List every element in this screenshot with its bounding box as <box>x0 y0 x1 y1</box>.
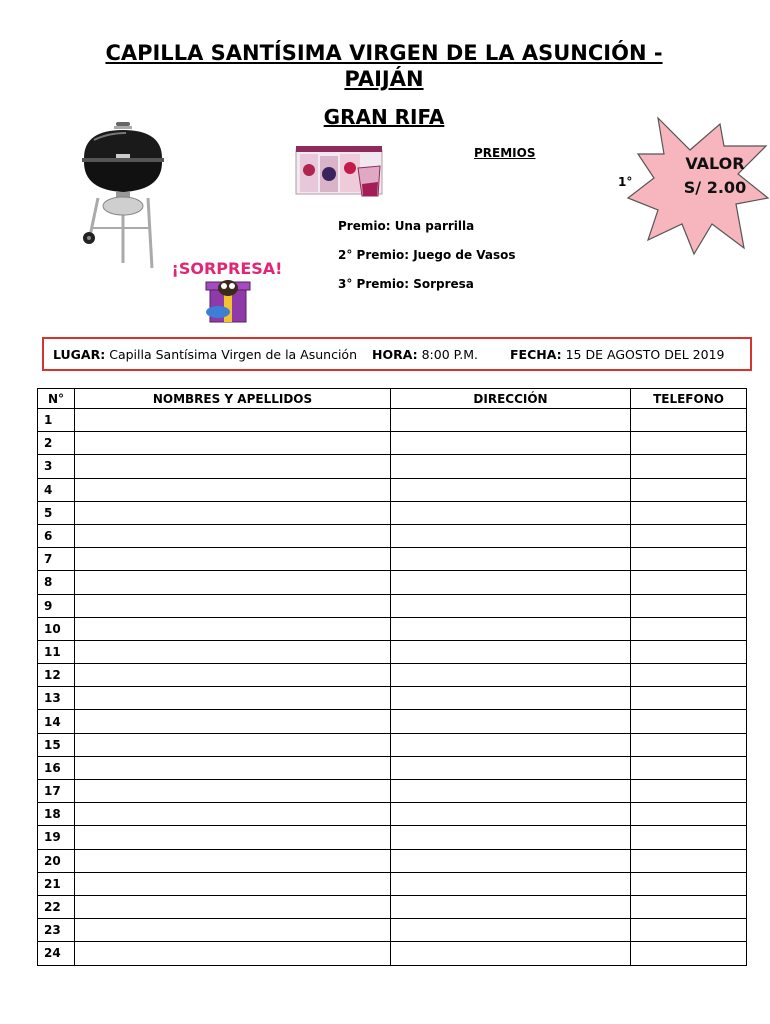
name-entry-cell[interactable] <box>75 617 391 640</box>
row-number-cell: 6 <box>38 524 75 547</box>
table-row <box>38 594 747 617</box>
row-number-cell: 17 <box>38 780 75 803</box>
document-title <box>0 40 768 92</box>
name-entry-cell[interactable] <box>75 548 391 571</box>
address-entry-cell[interactable] <box>391 524 631 547</box>
phone-entry-cell[interactable] <box>631 803 747 826</box>
phone-entry-cell[interactable] <box>631 455 747 478</box>
prizes-heading: PREMIOS <box>474 146 536 160</box>
title-line-2: PAIJÁN <box>344 67 424 91</box>
header-address: DIRECCIÓN <box>391 389 631 409</box>
address-entry-cell[interactable] <box>391 942 631 965</box>
row-number-cell: 21 <box>38 872 75 895</box>
phone-entry-cell[interactable] <box>631 919 747 942</box>
table-row <box>38 432 747 455</box>
address-entry-cell[interactable] <box>391 478 631 501</box>
name-entry-cell[interactable] <box>75 478 391 501</box>
surprise-label: ¡SORPRESA! <box>171 259 283 278</box>
name-entry-cell[interactable] <box>75 826 391 849</box>
address-entry-cell[interactable] <box>391 455 631 478</box>
header-names: NOMBRES Y APELLIDOS <box>75 389 391 409</box>
header-phone: TELEFONO <box>631 389 747 409</box>
raffle-title: GRAN RIFA <box>323 105 445 129</box>
phone-entry-cell[interactable] <box>631 895 747 918</box>
table-row <box>38 455 747 478</box>
address-entry-cell[interactable] <box>391 826 631 849</box>
address-entry-cell[interactable] <box>391 733 631 756</box>
address-entry-cell[interactable] <box>391 664 631 687</box>
price-value: S/ 2.00 <box>683 178 747 197</box>
row-number-cell: 10 <box>38 617 75 640</box>
address-entry-cell[interactable] <box>391 803 631 826</box>
row-number-cell: 1 <box>38 409 75 432</box>
phone-entry-cell[interactable] <box>631 780 747 803</box>
table-row <box>38 710 747 733</box>
phone-entry-cell[interactable] <box>631 640 747 663</box>
phone-entry-cell[interactable] <box>631 826 747 849</box>
row-number-cell: 4 <box>38 478 75 501</box>
row-number-cell: 5 <box>38 501 75 524</box>
header-number: N° <box>38 389 75 409</box>
hora-info <box>372 347 478 362</box>
phone-entry-cell[interactable] <box>631 942 747 965</box>
grill-image <box>78 118 168 273</box>
table-row <box>38 617 747 640</box>
table-row <box>38 756 747 779</box>
title-line-1: CAPILLA SANTÍSIMA VIRGEN DE LA ASUNCIÓN - <box>105 41 663 65</box>
phone-entry-cell[interactable] <box>631 478 747 501</box>
name-entry-cell[interactable] <box>75 409 391 432</box>
phone-entry-cell[interactable] <box>631 756 747 779</box>
table-row <box>38 524 747 547</box>
row-number-cell: 9 <box>38 594 75 617</box>
fecha-info <box>510 347 725 362</box>
price-text <box>660 152 770 200</box>
address-entry-cell[interactable] <box>391 872 631 895</box>
name-entry-cell[interactable] <box>75 571 391 594</box>
name-entry-cell[interactable] <box>75 849 391 872</box>
phone-entry-cell[interactable] <box>631 687 747 710</box>
address-entry-cell[interactable] <box>391 710 631 733</box>
table-row <box>38 409 747 432</box>
lugar-info <box>53 347 357 362</box>
address-entry-cell[interactable] <box>391 895 631 918</box>
hora-value: 8:00 P.M. <box>421 347 478 362</box>
name-entry-cell[interactable] <box>75 872 391 895</box>
row-number-cell: 19 <box>38 826 75 849</box>
table-row <box>38 501 747 524</box>
name-entry-cell[interactable] <box>75 733 391 756</box>
row-number-cell: 23 <box>38 919 75 942</box>
prize-item-2: 2° Premio: Juego de Vasos <box>338 248 516 262</box>
phone-entry-cell[interactable] <box>631 872 747 895</box>
address-entry-cell[interactable] <box>391 640 631 663</box>
row-number-cell: 22 <box>38 895 75 918</box>
row-number-cell: 20 <box>38 849 75 872</box>
name-entry-cell[interactable] <box>75 640 391 663</box>
row-number-cell: 7 <box>38 548 75 571</box>
name-entry-cell[interactable] <box>75 594 391 617</box>
address-entry-cell[interactable] <box>391 617 631 640</box>
address-entry-cell[interactable] <box>391 432 631 455</box>
fecha-value: 15 DE AGOSTO DEL 2019 <box>565 347 725 362</box>
table-row <box>38 640 747 663</box>
phone-entry-cell[interactable] <box>631 548 747 571</box>
hora-label: HORA: <box>372 347 418 362</box>
table-row <box>38 919 747 942</box>
lugar-value: Capilla Santísima Virgen de la Asunción <box>109 347 357 362</box>
row-number-cell: 24 <box>38 942 75 965</box>
table-row <box>38 733 747 756</box>
phone-entry-cell[interactable] <box>631 501 747 524</box>
address-entry-cell[interactable] <box>391 687 631 710</box>
phone-entry-cell[interactable] <box>631 617 747 640</box>
prize-item-3: 3° Premio: Sorpresa <box>338 277 474 291</box>
table-row <box>38 780 747 803</box>
phone-entry-cell[interactable] <box>631 571 747 594</box>
row-number-cell: 8 <box>38 571 75 594</box>
table-row <box>38 826 747 849</box>
address-entry-cell[interactable] <box>391 756 631 779</box>
table-row <box>38 548 747 571</box>
table-row <box>38 942 747 965</box>
event-info-box <box>42 337 752 371</box>
name-entry-cell[interactable] <box>75 942 391 965</box>
table-row <box>38 687 747 710</box>
row-number-cell: 16 <box>38 756 75 779</box>
name-entry-cell[interactable] <box>75 501 391 524</box>
table-row <box>38 849 747 872</box>
signup-table <box>37 388 747 966</box>
row-number-cell: 11 <box>38 640 75 663</box>
name-entry-cell[interactable] <box>75 710 391 733</box>
table-row <box>38 895 747 918</box>
phone-entry-cell[interactable] <box>631 733 747 756</box>
name-entry-cell[interactable] <box>75 895 391 918</box>
address-entry-cell[interactable] <box>391 548 631 571</box>
table-header-row <box>38 389 747 409</box>
address-entry-cell[interactable] <box>391 594 631 617</box>
name-entry-cell[interactable] <box>75 780 391 803</box>
table-row <box>38 478 747 501</box>
name-entry-cell[interactable] <box>75 919 391 942</box>
phone-entry-cell[interactable] <box>631 849 747 872</box>
name-entry-cell[interactable] <box>75 432 391 455</box>
first-prize-marker: 1° <box>618 175 633 189</box>
address-entry-cell[interactable] <box>391 780 631 803</box>
surprise-box-image <box>171 252 283 324</box>
table-body <box>38 409 747 966</box>
address-entry-cell[interactable] <box>391 571 631 594</box>
phone-entry-cell[interactable] <box>631 710 747 733</box>
name-entry-cell[interactable] <box>75 455 391 478</box>
name-entry-cell[interactable] <box>75 803 391 826</box>
prize-item-1: Premio: Una parrilla <box>338 219 475 233</box>
table-row <box>38 872 747 895</box>
fecha-label: FECHA: <box>510 347 562 362</box>
row-number-cell: 3 <box>38 455 75 478</box>
price-label: VALOR <box>685 154 745 173</box>
row-number-cell: 14 <box>38 710 75 733</box>
table-row <box>38 664 747 687</box>
row-number-cell: 15 <box>38 733 75 756</box>
address-entry-cell[interactable] <box>391 409 631 432</box>
address-entry-cell[interactable] <box>391 849 631 872</box>
phone-entry-cell[interactable] <box>631 594 747 617</box>
phone-entry-cell[interactable] <box>631 409 747 432</box>
address-entry-cell[interactable] <box>391 501 631 524</box>
table-row <box>38 571 747 594</box>
phone-entry-cell[interactable] <box>631 432 747 455</box>
row-number-cell: 12 <box>38 664 75 687</box>
lugar-label: LUGAR: <box>53 347 106 362</box>
name-entry-cell[interactable] <box>75 756 391 779</box>
phone-entry-cell[interactable] <box>631 664 747 687</box>
address-entry-cell[interactable] <box>391 919 631 942</box>
row-number-cell: 2 <box>38 432 75 455</box>
row-number-cell: 18 <box>38 803 75 826</box>
row-number-cell: 13 <box>38 687 75 710</box>
glasses-set-image <box>292 144 388 200</box>
name-entry-cell[interactable] <box>75 687 391 710</box>
name-entry-cell[interactable] <box>75 664 391 687</box>
phone-entry-cell[interactable] <box>631 524 747 547</box>
table-row <box>38 803 747 826</box>
name-entry-cell[interactable] <box>75 524 391 547</box>
